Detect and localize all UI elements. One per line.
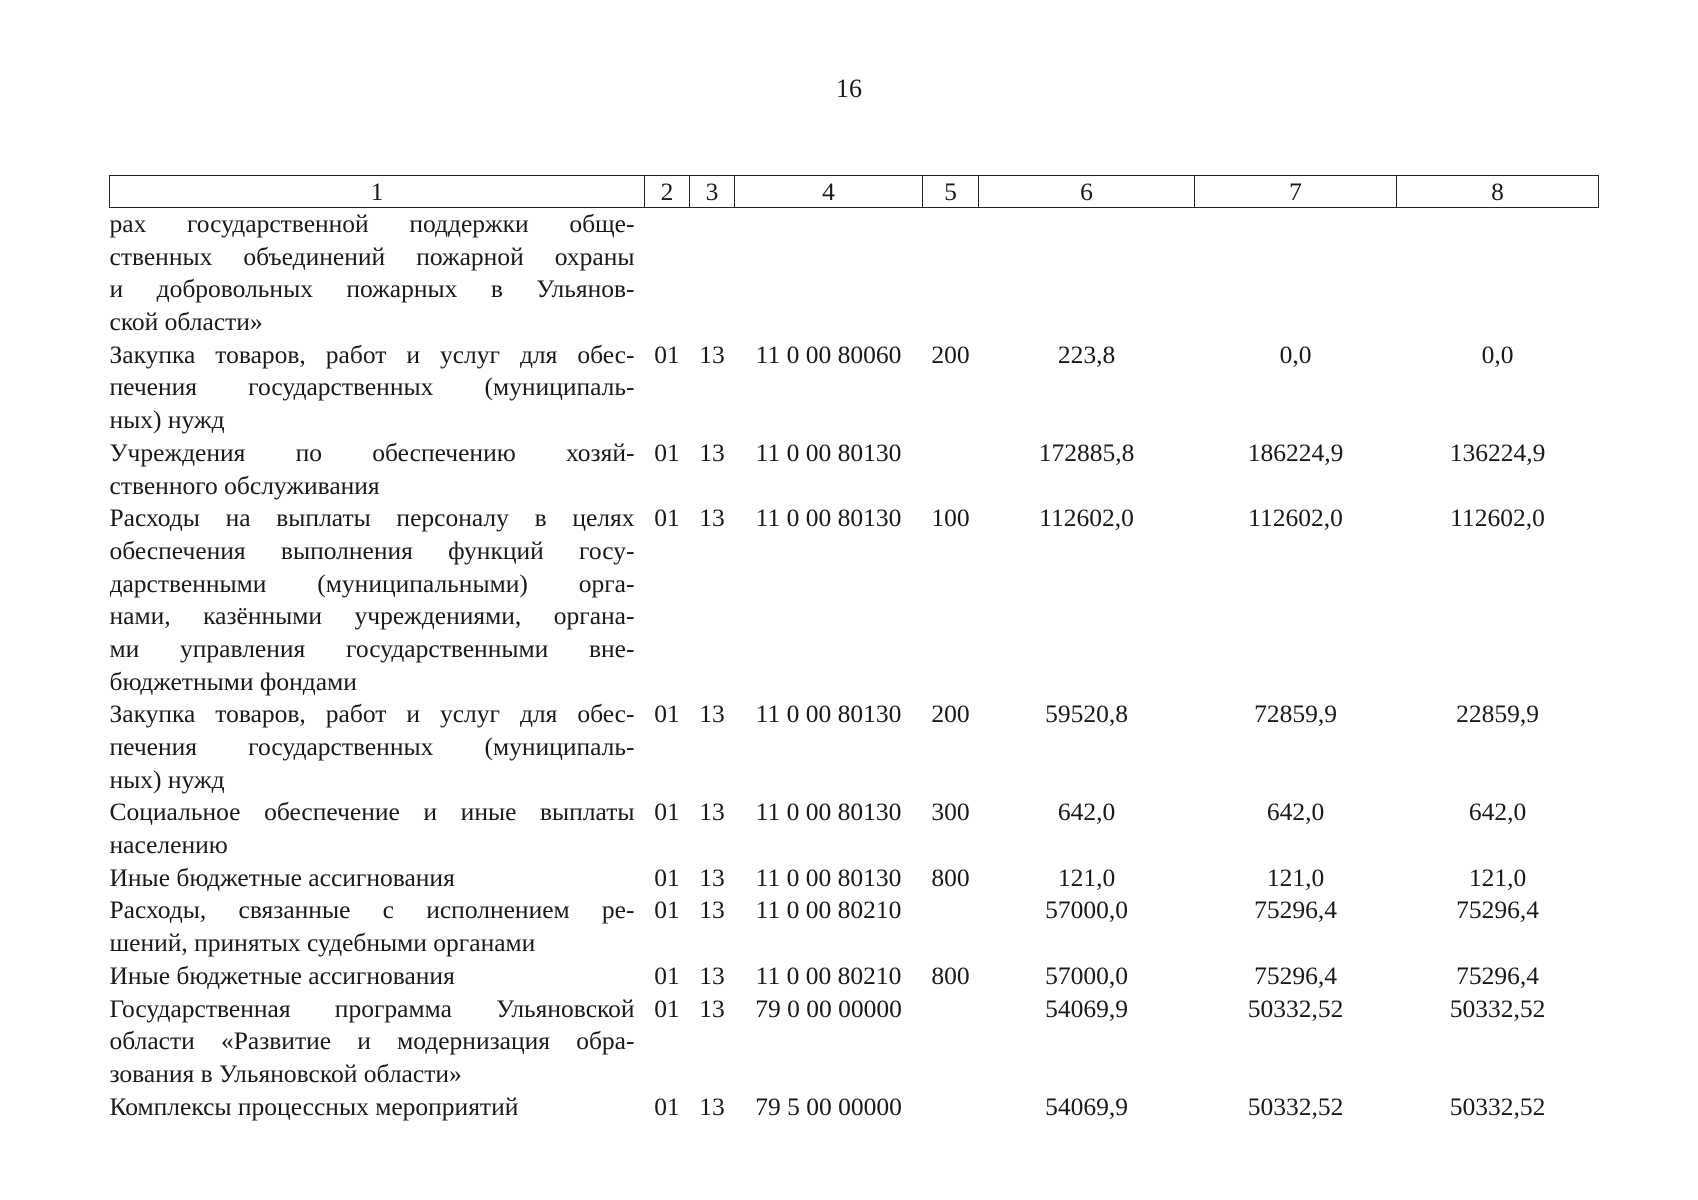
subsection-code-cell: 13 [699, 862, 725, 892]
row-name-cell [110, 960, 645, 993]
section-code-cell: 01 [654, 993, 680, 1023]
table-row [110, 862, 1599, 895]
amount-col6-cell: 57000,0 [1045, 895, 1128, 925]
row-name-line: зования в Ульяновской области» [109, 1058, 462, 1088]
subsection-code-cell: 13 [699, 993, 725, 1023]
amount-col8-cell: 121,0 [1468, 862, 1527, 892]
section-code-cell: 01 [654, 339, 680, 369]
amount-col7-cell: 112602,0 [1248, 503, 1343, 533]
expense-type-cell [923, 993, 979, 1091]
amount-col8-cell: 50332,52 [1449, 993, 1546, 1023]
expense-type-cell [923, 208, 979, 339]
section-code-cell: 01 [654, 503, 680, 533]
amount-col6-cell: 54069,9 [1045, 993, 1128, 1023]
amount-col6-cell: 642,0 [1057, 797, 1116, 827]
amount-col7-cell: 121,0 [1266, 862, 1325, 892]
subsection-code-cell: 13 [699, 960, 725, 990]
row-name-line: печения государственных (муниципаль- [109, 732, 635, 761]
section-code-cell [645, 208, 690, 339]
row-name-cell [110, 993, 645, 1091]
row-name-line: Государственная программа Ульяновской [109, 993, 635, 1023]
expense-type-cell [923, 894, 979, 959]
amount-col8-cell: 0,0 [1481, 339, 1514, 369]
row-name-line: ных) нужд [109, 764, 225, 794]
amount-col6-cell: 54069,9 [1045, 1091, 1128, 1121]
row-name-cell [110, 339, 645, 437]
amount-col6-cell [979, 208, 1195, 339]
subsection-code-cell: 13 [699, 339, 725, 369]
row-name-cell [110, 796, 645, 861]
header-cell: 7 [1195, 176, 1397, 208]
subsection-code-cell: 13 [699, 1091, 725, 1121]
expense-type-cell: 300 [931, 797, 970, 827]
table-row [110, 339, 1599, 437]
table-row [110, 796, 1599, 861]
table-row [110, 960, 1599, 993]
amount-col6-cell: 121,0 [1057, 862, 1116, 892]
section-code-cell: 01 [654, 1091, 680, 1121]
row-name-line: ской области» [109, 307, 263, 337]
amount-col7-cell: 186224,9 [1247, 437, 1344, 467]
table-row [110, 437, 1599, 502]
expense-type-cell: 100 [931, 503, 970, 533]
row-name-cell [110, 862, 645, 895]
subsection-code-cell: 13 [699, 503, 725, 533]
section-code-cell: 01 [654, 797, 680, 827]
table-row [110, 1091, 1599, 1124]
amount-col7-cell [1195, 208, 1397, 339]
row-name-cell [110, 437, 645, 502]
amount-col8-cell [1397, 208, 1599, 339]
subsection-code-cell: 13 [699, 797, 725, 827]
target-article-cell: 79 5 00 00000 [755, 1091, 902, 1121]
row-name-line: дарственными (муниципальными) орга- [109, 568, 635, 598]
row-name-cell [110, 502, 645, 698]
amount-col6-cell: 223,8 [1057, 339, 1116, 369]
header-cell: 2 [645, 176, 690, 208]
row-name-line: обеспечения выполнения функций госу- [109, 535, 635, 565]
row-name-line: Закупка товаров, работ и услуг для обес- [109, 339, 635, 369]
amount-col8-cell: 75296,4 [1456, 960, 1539, 990]
expense-type-cell: 800 [931, 960, 970, 990]
row-name-line: Иные бюджетные ассигнования [109, 862, 455, 892]
header-cell: 4 [735, 176, 923, 208]
amount-col6-cell: 112602,0 [1039, 503, 1134, 533]
header-cell: 8 [1397, 176, 1599, 208]
row-name-line: Иные бюджетные ассигнования [109, 960, 455, 990]
table-row [110, 698, 1599, 796]
amount-col8-cell: 50332,52 [1449, 1091, 1546, 1121]
table-row [110, 993, 1599, 1091]
expense-type-cell: 200 [931, 699, 970, 729]
amount-col7-cell: 50332,52 [1247, 1091, 1344, 1121]
amount-col7-cell: 75296,4 [1254, 960, 1337, 990]
row-name-line: населению [109, 830, 228, 860]
row-name-line: шений, принятых судебными органами [109, 928, 536, 958]
target-article-cell: 79 0 00 00000 [755, 993, 902, 1023]
row-name-line: Социальное обеспечение и иные выплаты [109, 797, 635, 827]
subsection-code-cell: 13 [699, 437, 725, 467]
amount-col7-cell: 72859,9 [1254, 699, 1337, 729]
target-article-cell: 11 0 00 80130 [755, 797, 902, 827]
section-code-cell: 01 [654, 437, 680, 467]
row-name-line: Закупка товаров, работ и услуг для обес- [109, 699, 635, 729]
header-cell: 6 [979, 176, 1195, 208]
row-name-cell [110, 894, 645, 959]
row-name-line: Комплексы процессных мероприятий [109, 1091, 519, 1121]
row-name-line: печения государственных (муниципаль- [109, 372, 635, 402]
row-name-line: нами, казёнными учреждениями, органа- [109, 601, 635, 631]
table-row [110, 208, 1599, 339]
table-row [110, 894, 1599, 959]
row-name-line: рах государственной поддержки обще- [109, 209, 635, 238]
table-row [110, 502, 1599, 698]
subsection-code-cell: 13 [699, 699, 725, 729]
row-name-line: Учреждения по обеспечению хозяй- [109, 437, 635, 467]
header-row [110, 176, 1599, 208]
row-name-line: ных) нужд [109, 405, 225, 435]
target-article-cell: 11 0 00 80130 [755, 503, 902, 533]
expense-type-cell: 800 [931, 862, 970, 892]
amount-col7-cell: 0,0 [1279, 339, 1312, 369]
target-article-cell: 11 0 00 80210 [755, 895, 902, 925]
row-name-line: ственных объединений пожарной охраны [109, 241, 635, 271]
amount-col8-cell: 642,0 [1468, 797, 1527, 827]
target-article-cell: 11 0 00 80130 [755, 862, 902, 892]
row-name-line: области «Развитие и модернизация обра- [109, 1026, 635, 1056]
expense-type-cell [923, 1091, 979, 1124]
section-code-cell: 01 [654, 895, 680, 925]
row-name-line: и добровольных пожарных в Ульянов- [109, 274, 635, 304]
expense-type-cell [923, 437, 979, 502]
row-name-line: ми управления государственными вне- [109, 633, 635, 663]
budget-table [109, 175, 1599, 1123]
section-code-cell: 01 [654, 699, 680, 729]
target-article-cell: 11 0 00 80130 [755, 699, 902, 729]
row-name-line: ственного обслуживания [109, 470, 380, 500]
amount-col8-cell: 136224,9 [1449, 437, 1546, 467]
subsection-code-cell: 13 [699, 895, 725, 925]
amount-col8-cell: 112602,0 [1450, 503, 1545, 533]
section-code-cell: 01 [654, 960, 680, 990]
amount-col6-cell: 59520,8 [1045, 699, 1128, 729]
amount-col8-cell: 75296,4 [1456, 895, 1539, 925]
target-article-cell: 11 0 00 80210 [755, 960, 902, 990]
header-cell: 1 [110, 176, 645, 208]
amount-col7-cell: 642,0 [1266, 797, 1325, 827]
header-cell: 3 [690, 176, 735, 208]
expense-type-cell: 200 [931, 339, 970, 369]
row-name-cell [110, 698, 645, 796]
page-number: 16 [836, 74, 862, 103]
amount-col6-cell: 57000,0 [1045, 960, 1128, 990]
row-name-cell [110, 208, 645, 339]
row-name-line: Расходы, связанные с исполнением ре- [109, 895, 635, 925]
subsection-code-cell [690, 208, 735, 339]
amount-col8-cell: 22859,9 [1456, 699, 1539, 729]
target-article-cell: 11 0 00 80130 [755, 437, 902, 467]
header-cell: 5 [923, 176, 979, 208]
amount-col6-cell: 172885,8 [1038, 437, 1135, 467]
target-article-cell: 11 0 00 80060 [755, 339, 902, 369]
target-article-cell [735, 208, 923, 339]
row-name-line: бюджетными фондами [109, 666, 357, 696]
amount-col7-cell: 75296,4 [1254, 895, 1337, 925]
row-name-cell [110, 1091, 645, 1124]
section-code-cell: 01 [654, 862, 680, 892]
row-name-line: Расходы на выплаты персоналу в целях [109, 503, 635, 533]
amount-col7-cell: 50332,52 [1247, 993, 1344, 1023]
